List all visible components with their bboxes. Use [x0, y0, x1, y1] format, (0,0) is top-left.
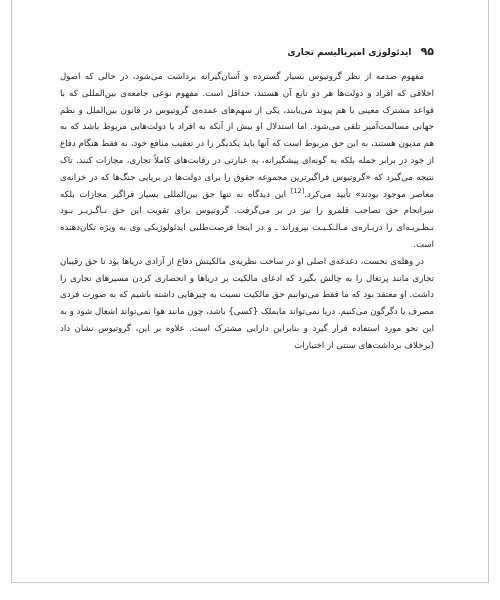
paragraph-2: در وهله‌ی نخست، دغدغه‌ی اصلی او در ساخت نظریه‌ی مالکیتش دفاع از آزادی دریاها بود تا حق رقیبان تجاری مانند پرتغال را به چالش بگیرد که ادعای مالکیت بر دریاها و انحصاری کردن مسیرهای تجاری را داشت. او معتقد بود که ما فقط می‌توانیم حق مالکیت نسبت به چیزهایی داشته باشیم که به صورت فردی مصرف یا دگرگون می‌کنیم. دریا نمی‌تواند مایملک {کسی} باشد، چون مانند هوا نمی‌تواند اشغال شود و به این نحو مورد استفاده قرار گیرد و بنابراین دارایی مشترک است. علاوه بر این، گروتیوس نشان داد (برخلاف برداشت‌های سنتی از اختیارات: [60, 256, 434, 351]
paragraph-1: [60, 69, 434, 254]
running-header: [60, 44, 434, 60]
citation-marker: [12]: [290, 186, 305, 195]
body-text: [60, 69, 434, 355]
page-border-bottom: [11, 582, 489, 583]
page-border-right: [488, 0, 489, 583]
paragraph-1-text-after: این دیدگاه نه تنها حق بین‌المللی بسیار فراگیر مجازات بلکه سرانجام حق تصاحب قلمرو را نیز در بر می‌گرفت. گروتیوس برای تقویت این حق نـاگـزیـر بـود نـظـریـه‌ای را دربـاره‌ی مـالـکـیـت بپروراند ـ و در اینجا فرصت‌طلبی ایدئولوژیکی وی به ویژه تکان‌دهنده است.: [60, 189, 434, 250]
paragraph-1-text-before: مفهوم صدمه از نظر گروتیوس بسیار گسترده و آسان‌گیرانه برداشت می‌شود، در حالی که اصول اخلاقی که افراد و دولت‌ها هر دو تابع آن هستند، حداقل است. مفهوم نوعی جامعه‌ی بین‌المللی که با قواعد مشترک معینی با هم پیوند می‌یابند، یکی از سهم‌های عمده‌ی گروتیوس در قانون بین‌الملل و نظم جهانی مسالمت‌آمیز تلقی می‌شود. اما استدلال او بیش از آنکه به افراد یا دولت‌هایی مربوط باشد که به هم مدیون هستند، به این حق مربوط است که آنها باید یکدیگر را در تعقیب منافع خود، نه فقط هنگام دفاع از خود در برابر حمله بلکه به گونه‌ای پیشگیرانه، به عبارتی در رقابت‌های کاملاً تجاری، مجازات کنند. تاک نتیجه می‌گیرد که «گروتیوس فراگیرترین مجموعه حقوق را برای دولت‌ها در برپایی جنگ‌ها که در خزانه‌ی معاصر موجود بودند» تأیید می‌کرد.: [60, 72, 434, 200]
running-title: ایدئولوژی امپریالیسم تجاری: [287, 48, 412, 58]
page-border-left: [11, 0, 12, 583]
page-number: ۹۵: [420, 45, 434, 58]
